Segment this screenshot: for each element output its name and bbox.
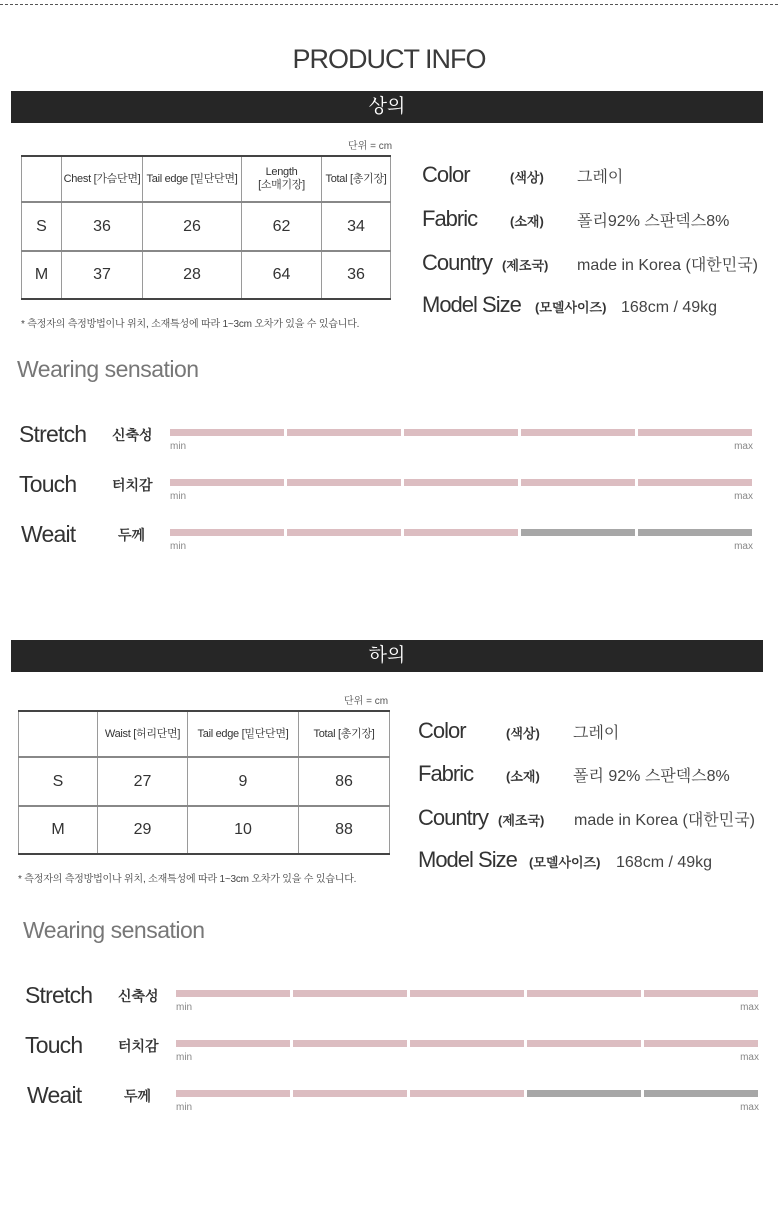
spec-label: Country [422,250,493,275]
total-cell: 86 [299,757,390,806]
level-segment [176,1090,290,1097]
level-segment [527,990,641,997]
wearing-ko: 터치감 [118,1038,159,1054]
size-cell: M [19,806,98,854]
wearing-label: Stretch [19,421,87,447]
bottom-spec-country [418,805,755,831]
length-cell: 62 [242,202,322,251]
level-segment [293,990,407,997]
tail-cell: 9 [188,757,299,806]
level-segment [293,1090,407,1097]
max-label: max [734,491,753,502]
length-cell: 64 [242,251,322,299]
level-segment [293,1040,407,1047]
spec-ko: (색상) [510,170,544,185]
top-header-blank [22,156,62,202]
tail-cell: 10 [188,806,299,854]
wearing-ko: 두께 [118,527,146,543]
size-cell: S [22,202,62,251]
top-spec-fabric [422,206,729,232]
top-section-bar: 상의 [11,91,763,123]
bottom-section-bar: 하의 [11,640,763,672]
spec-value: made in Korea (대한민국) [574,812,755,829]
spec-ko: (색상) [506,726,540,741]
bottom-spec-color [418,718,619,744]
spec-value: 폴리92% 스판덱스8% [577,213,730,230]
bottom-header-tail: Tail edge [밑단단면] [188,711,299,757]
level-segment [170,429,284,436]
bottom-size-table [18,710,390,855]
level-segment [638,429,752,436]
bottom-unit-label: 단위 = cm [344,696,389,707]
spec-value: 그레이 [573,725,620,742]
bottom-header-total: Total [총기장] [299,711,390,757]
level-segment [287,529,401,536]
spec-label: Color [418,718,466,743]
max-label: max [734,541,753,552]
level-segment [170,529,284,536]
total-cell: 34 [322,202,391,251]
wearing-label: Touch [25,1032,83,1058]
spec-label: Fabric [422,206,478,231]
min-label: min [176,1102,193,1113]
spec-label: Fabric [418,761,474,786]
spec-ko: (소재) [506,769,540,784]
wearing-ko: 두께 [124,1088,152,1104]
spec-value: 168cm / 49kg [616,854,713,871]
level-segment [404,479,518,486]
level-segment [638,529,752,536]
level-scale [170,529,753,557]
min-label: min [170,441,187,452]
top-header-total: Total [총기장] [322,156,391,202]
top-wearing-thickness [0,521,778,561]
page-title: PRODUCT INFO [292,44,486,74]
level-segment [170,479,284,486]
total-cell: 88 [299,806,390,854]
top-wearing-title: Wearing sensation [17,356,199,382]
waist-cell: 27 [98,757,188,806]
spec-label: Model Size [422,292,521,317]
top-header-chest: Chest [가슴단면] [62,156,143,202]
table-row [19,806,390,854]
wearing-label: Touch [19,471,77,497]
bottom-wearing-stretch [0,982,778,1022]
level-scale [170,429,753,457]
top-spec-model-size [422,292,717,318]
level-scale [176,990,759,1018]
wearing-label: Stretch [25,982,93,1008]
level-segment [644,990,758,997]
level-segment [410,990,524,997]
bottom-spec-model-size [418,847,712,873]
size-cell: S [19,757,98,806]
total-cell: 36 [322,251,391,299]
level-segment [404,529,518,536]
level-segment [527,1090,641,1097]
top-wearing-touch [0,471,778,511]
min-label: min [170,491,187,502]
tail-cell: 26 [143,202,242,251]
max-label: max [740,1002,759,1013]
spec-ko: (제조국) [498,813,545,828]
level-scale [176,1040,759,1068]
top-header-tail: Tail edge [밑단단면] [143,156,242,202]
table-row [22,202,391,251]
level-segment [410,1090,524,1097]
top-spec-color [422,162,623,188]
level-segment [404,429,518,436]
top-wearing-stretch [0,421,778,461]
min-label: min [176,1052,193,1063]
max-label: max [734,441,753,452]
max-label: max [740,1052,759,1063]
wearing-ko: 터치감 [112,477,153,493]
level-scale [176,1090,759,1118]
level-segment [176,1040,290,1047]
bottom-wearing-title: Wearing sensation [23,917,205,943]
top-header-length: Length [소매기장] [242,156,322,202]
level-segment [521,429,635,436]
wearing-label: Weait [27,1082,82,1108]
bottom-measure-note: * 측정자의 측정방법이나 위치, 소재특성에 따라 1~3cm 오차가 있을 수 있습니다. [18,874,357,885]
level-segment [287,479,401,486]
wearing-label: Weait [21,521,76,547]
spec-ko: (소재) [510,214,544,229]
level-scale [170,479,753,507]
level-segment [176,990,290,997]
spec-value: 폴리 92% 스판덱스8% [573,768,730,785]
top-size-table [21,155,391,300]
size-cell: M [22,251,62,299]
chest-cell: 37 [62,251,143,299]
spec-value: 168cm / 49kg [621,299,718,316]
spec-label: Color [422,162,470,187]
bottom-spec-fabric [418,761,730,787]
top-dashed-divider [0,4,778,5]
level-segment [521,479,635,486]
top-spec-country [422,250,758,276]
bottom-header-waist: Waist [허리단면] [98,711,188,757]
level-segment [638,479,752,486]
chest-cell: 36 [62,202,143,251]
spec-value: made in Korea (대한민국) [577,257,758,274]
spec-ko: (모델사이즈) [535,300,607,315]
wearing-ko: 신축성 [112,427,153,443]
level-segment [644,1090,758,1097]
tail-cell: 28 [143,251,242,299]
spec-ko: (제조국) [502,258,549,273]
max-label: max [740,1102,759,1113]
spec-label: Model Size [418,847,517,872]
spec-label: Country [418,805,489,830]
bottom-wearing-thickness [0,1082,778,1122]
bottom-header-blank [19,711,98,757]
top-unit-label: 단위 = cm [348,141,393,152]
bottom-wearing-touch [0,1032,778,1072]
table-row [22,251,391,299]
top-measure-note: * 측정자의 측정방법이나 위치, 소재특성에 따라 1~3cm 오차가 있을 수 있습니다. [21,319,360,330]
level-segment [644,1040,758,1047]
waist-cell: 29 [98,806,188,854]
level-segment [521,529,635,536]
spec-value: 그레이 [577,169,624,186]
level-segment [410,1040,524,1047]
min-label: min [176,1002,193,1013]
level-segment [527,1040,641,1047]
spec-ko: (모델사이즈) [529,855,601,870]
level-segment [287,429,401,436]
wearing-ko: 신축성 [118,988,159,1004]
table-row [19,757,390,806]
min-label: min [170,541,187,552]
